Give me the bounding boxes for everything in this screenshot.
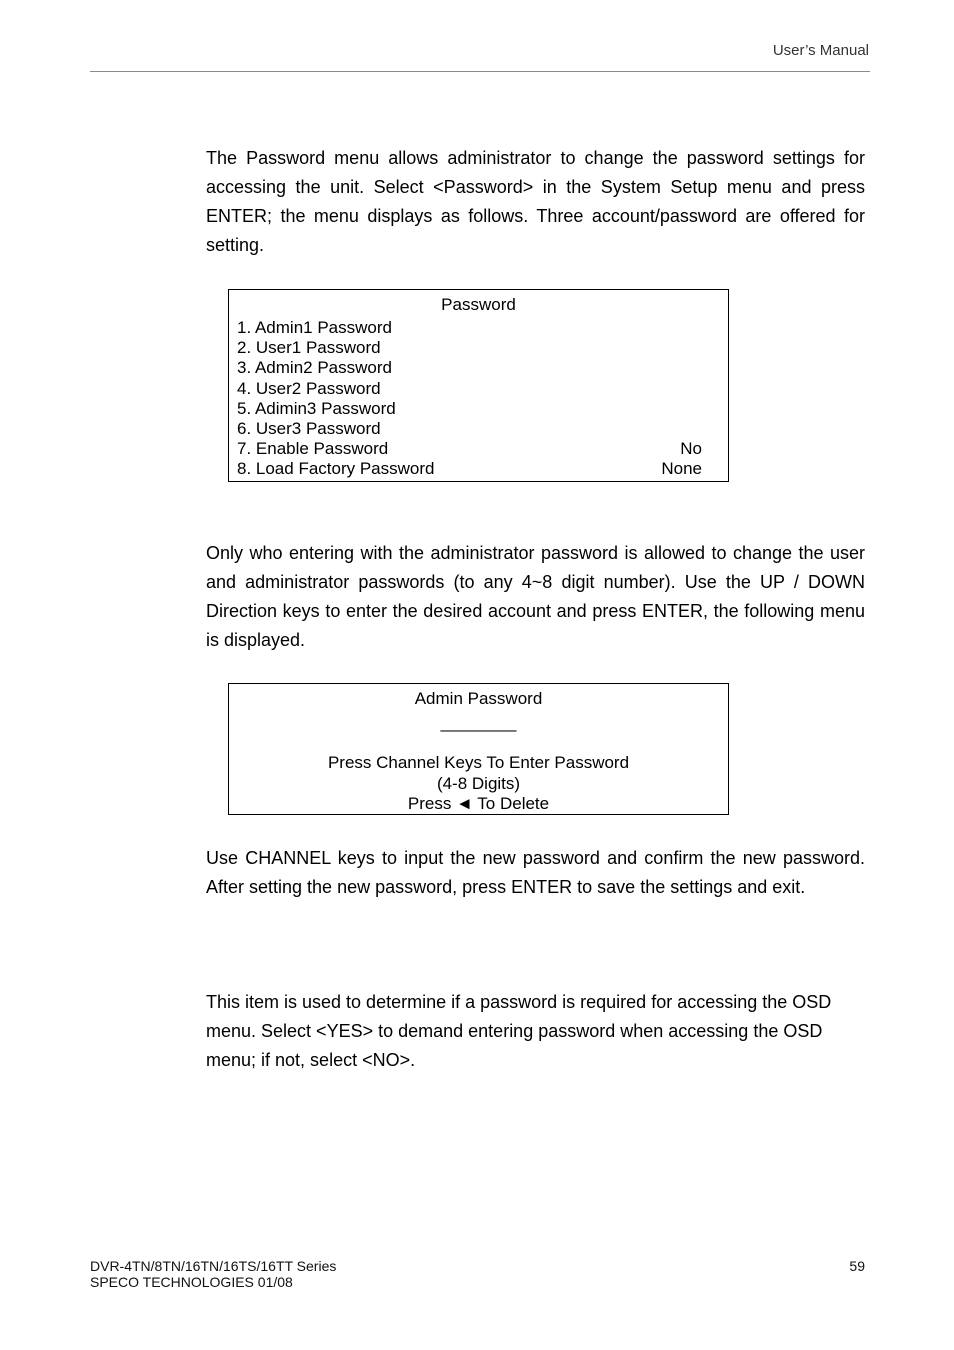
- running-header: User’s Manual: [772, 42, 869, 59]
- menu-item-label: 4. User2 Password: [237, 378, 381, 398]
- menu-item-admin3-password: [237, 399, 702, 419]
- footer-info: [90, 1258, 336, 1290]
- admin-only-paragraph: Only who entering with the administrator password is allowed to change the user and administrator passwords (to any 4~8 digit number). Use the UP / DOWN Direction keys to enter the desired account and press ENTER, the following menu is displayed.: [206, 543, 865, 650]
- delete-hint: Press ◄ To Delete: [407, 794, 550, 813]
- admin-password-menu-title: Admin Password: [414, 689, 543, 708]
- enable-password-paragraph: This item is used to determine if a password is required for accessing the OSD menu. Select <YES> to demand entering password when accessing the OSD menu; if not, select <NO>.: [206, 992, 832, 1070]
- menu-item-user1-password: [237, 338, 702, 358]
- page-number: 59: [849, 1258, 865, 1274]
- menu-item-label: 7. Enable Password: [237, 439, 389, 459]
- menu-item-label: 8. Load Factory Password: [237, 459, 435, 479]
- menu-item-load-factory-password: [237, 459, 702, 479]
- channel-keys-paragraph: Use CHANNEL keys to input the new password and confirm the new password. After setting the new password, press ENTER to save the settings and exit.: [206, 848, 865, 897]
- menu-item-label: 2. User1 Password: [237, 338, 381, 358]
- menu-item-enable-password: [237, 439, 702, 459]
- menu-item-value: None: [661, 459, 702, 479]
- digits-hint: (4-8 Digits): [436, 774, 521, 793]
- password-menu-title: Password: [441, 295, 516, 314]
- password-menu-list: [237, 318, 702, 480]
- menu-item-user3-password: [237, 419, 702, 439]
- header-divider: [90, 71, 870, 72]
- menu-item-admin2-password: [237, 358, 702, 378]
- password-entry-field: ________: [440, 713, 517, 732]
- footer-company: SPECO TECHNOLOGIES 01/08: [90, 1274, 293, 1290]
- menu-item-user2-password: [237, 379, 702, 399]
- password-menu-box: [228, 289, 729, 482]
- menu-item-label: 1. Admin1 Password: [237, 318, 392, 337]
- menu-item-label: 3. Admin2 Password: [237, 358, 392, 378]
- intro-paragraph: The Password menu allows administrator to change the password settings for accessing the unit. Select <Password> in the System Setup menu and press ENTER; the menu displays as follows. Three account/password are offered for setting.: [206, 148, 865, 255]
- menu-item-label: 6. User3 Password: [237, 418, 381, 438]
- admin-password-menu-box: [228, 683, 729, 815]
- entry-instruction: Press Channel Keys To Enter Password: [327, 753, 630, 772]
- menu-item-label: 5. Adimin3 Password: [237, 398, 396, 418]
- menu-item-value: No: [680, 439, 702, 459]
- footer-model-series: DVR-4TN/8TN/16TN/16TS/16TT Series: [90, 1258, 337, 1274]
- menu-item-admin1-password: [237, 318, 702, 338]
